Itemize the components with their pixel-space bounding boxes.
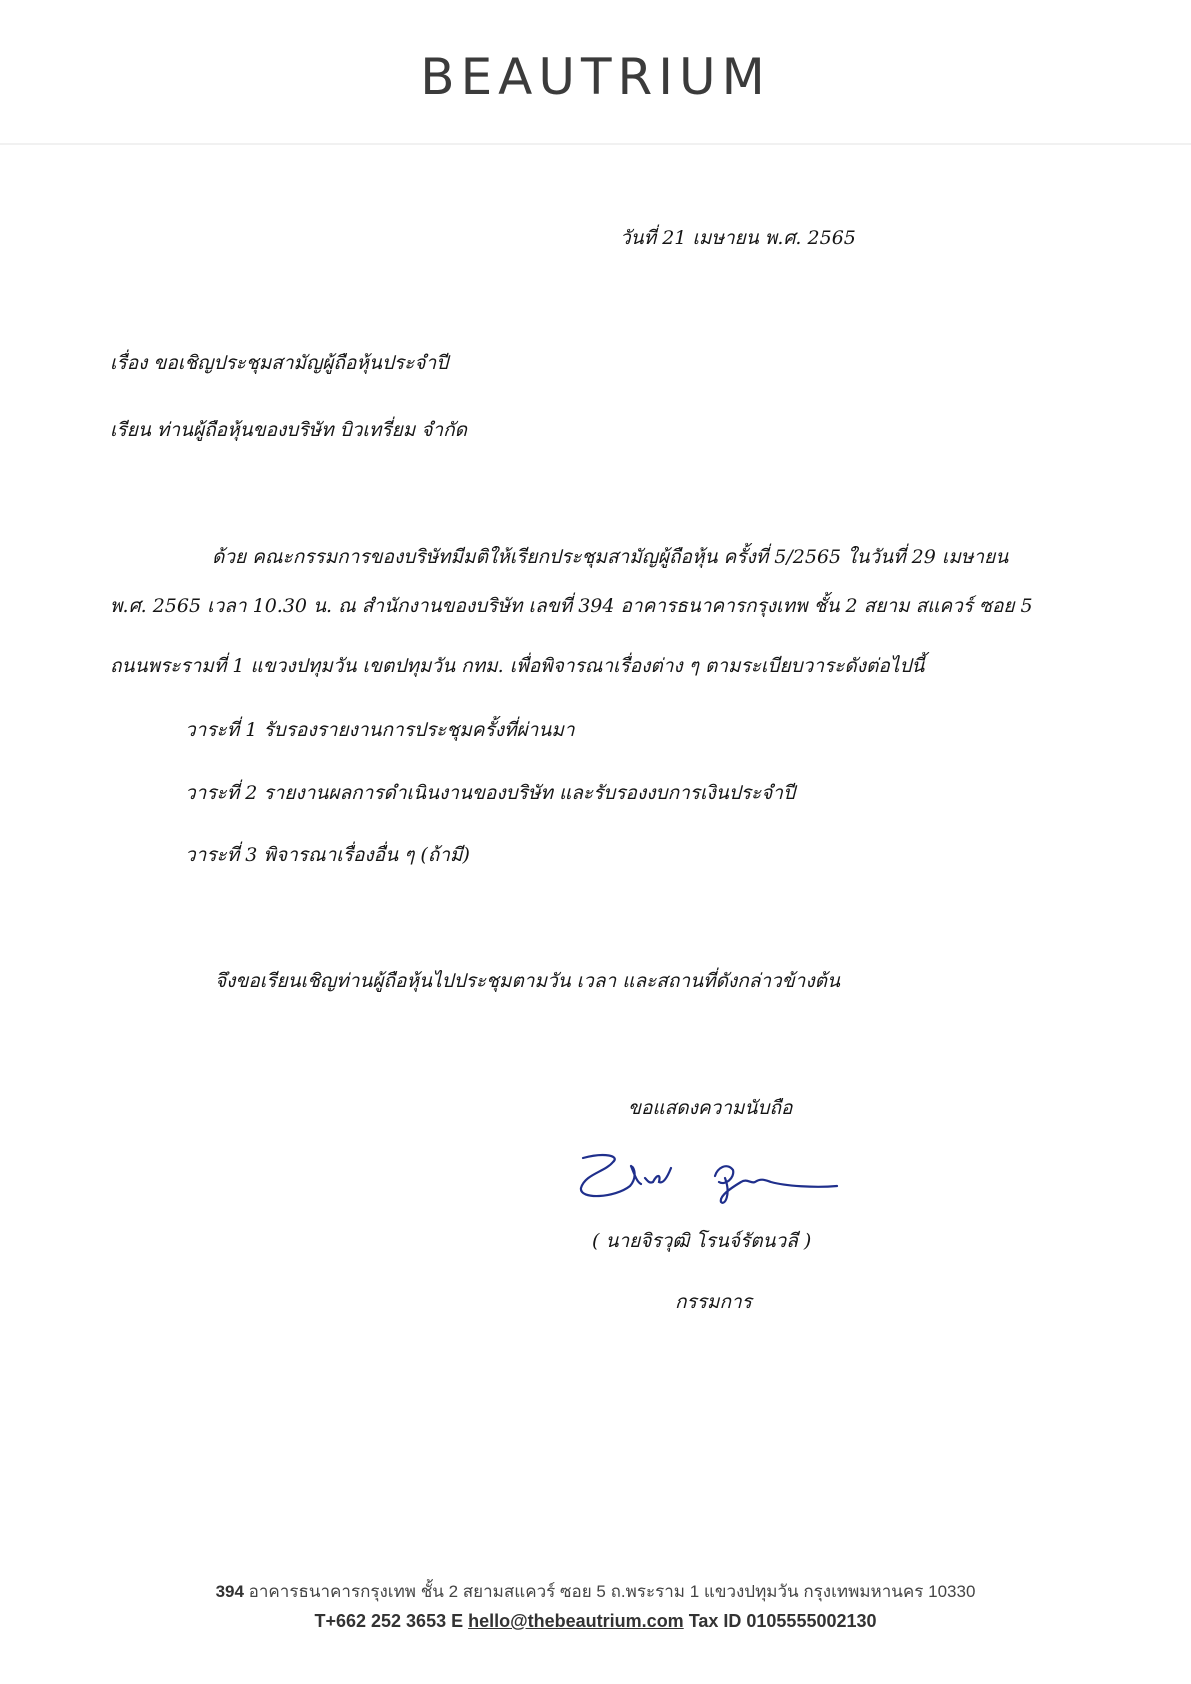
invitation-line: จึงขอเรียนเชิญท่านผู้ถือหุ้นไปประชุมตามวัน เวลา และสถานที่ดังกล่าวข้างต้น bbox=[215, 970, 840, 992]
footer-phone: T+662 252 3653 E bbox=[314, 1611, 464, 1631]
signatory-title: กรรมการ bbox=[675, 1291, 752, 1313]
agenda-item-1: วาระที่ 1 รับรองรายงานการประชุมครั้งที่ผ่านมา bbox=[185, 719, 575, 741]
footer-address-number: 394 bbox=[215, 1582, 244, 1601]
footer-email-link[interactable]: hello@thebeautrium.com bbox=[468, 1611, 684, 1631]
body-line-3: ถนนพระรามที่ 1 แขวงปทุมวัน เขตปทุมวัน กทม. เพื่อพิจารณาเรื่องต่าง ๆ ตามระเบียบวาระดังต่อไปนี้ bbox=[110, 655, 925, 677]
letter-subject: เรื่อง ขอเชิญประชุมสามัญผู้ถือหุ้นประจำปี bbox=[110, 352, 449, 374]
handwritten-signature bbox=[575, 1148, 845, 1208]
footer-contact bbox=[0, 1611, 1191, 1632]
body-line-2: พ.ศ. 2565 เวลา 10.30 น. ณ สำนักงานของบริษัท เลขที่ 394 อาคารธนาคารกรุงเทพ ชั้น 2 สยาม สแควร์ ซอย 5 bbox=[110, 595, 1033, 617]
closing-text: ขอแสดงความนับถือ bbox=[628, 1097, 793, 1119]
company-logo: BEAUTRIUM bbox=[420, 48, 771, 106]
header-divider bbox=[0, 143, 1191, 145]
agenda-item-3: วาระที่ 3 พิจารณาเรื่องอื่น ๆ (ถ้ามี) bbox=[185, 844, 470, 866]
agenda-item-2: วาระที่ 2 รายงานผลการดำเนินงานของบริษัท และรับรองงบการเงินประจำปี bbox=[185, 782, 796, 804]
footer-tax-id: Tax ID 0105555002130 bbox=[688, 1611, 877, 1631]
footer-address-text: อาคารธนาคารกรุงเทพ ชั้น 2 สยามสแควร์ ซอย 5 ถ.พระราม 1 แขวงปทุมวัน กรุงเทพมหานคร 10330 bbox=[248, 1582, 976, 1601]
footer-address bbox=[0, 1578, 1191, 1605]
body-line-1: ด้วย คณะกรรมการของบริษัทมีมติให้เรียกประชุมสามัญผู้ถือหุ้น ครั้งที่ 5/2565 ในวันที่ 29 เมษายน bbox=[212, 546, 1009, 568]
letter-date: วันที่ 21 เมษายน พ.ศ. 2565 bbox=[620, 227, 856, 249]
letter-recipient: เรียน ท่านผู้ถือหุ้นของบริษัท บิวเทรี่ยม จำกัด bbox=[110, 419, 467, 441]
signatory-name: ( นายจิรวุฒิ โรนจ์รัตนวลี ) bbox=[592, 1230, 812, 1252]
